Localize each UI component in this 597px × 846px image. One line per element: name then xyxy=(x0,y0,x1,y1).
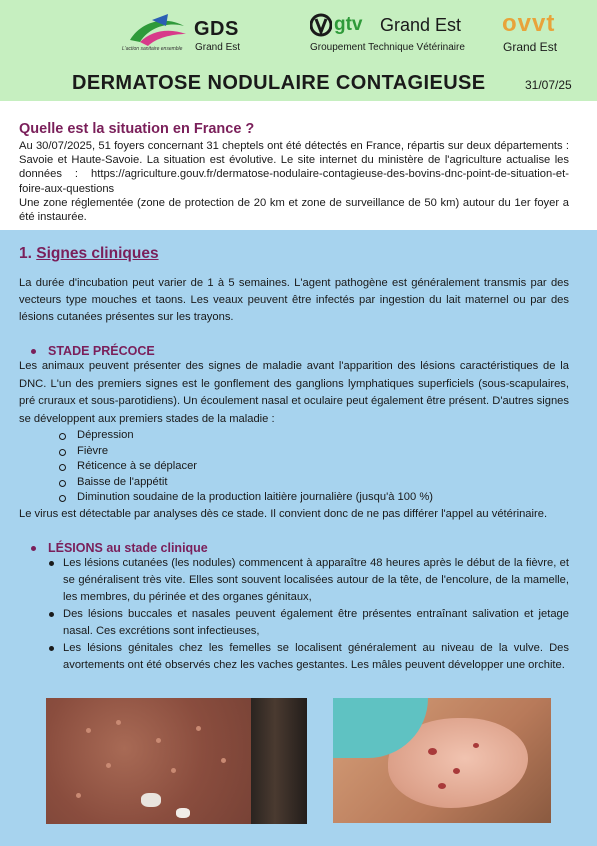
gtv-emblem-icon xyxy=(310,12,332,38)
nodule-mark xyxy=(106,763,111,768)
gds-tagline: L'action sanitaire ensemble xyxy=(122,46,183,52)
lesions-list xyxy=(49,555,569,674)
nodule-mark xyxy=(86,728,91,733)
early-signs-list xyxy=(59,428,569,506)
gds-region: Grand Est xyxy=(195,42,241,53)
white-patch xyxy=(141,793,161,807)
list-item: Réticence à se déplacer xyxy=(59,459,569,475)
teat-lesions-photo xyxy=(333,698,551,823)
white-patch xyxy=(176,808,190,818)
ovvt-logo xyxy=(500,10,580,58)
list-item: Les lésions génitales chez les femelles se localisent généralement au niveau de la vulve. Des avortements ont été observés chez les vaches gestantes. Les mâles peuvent développer une orchite. xyxy=(49,640,569,674)
nodule-mark xyxy=(221,758,226,763)
lesion-mark xyxy=(428,748,437,755)
clinical-lesions-label: LÉSIONS au stade clinique xyxy=(48,541,208,555)
collar xyxy=(251,698,307,824)
france-heading: Quelle est la situation en France ? xyxy=(19,121,255,137)
header xyxy=(0,0,597,101)
ovvt-region: Grand Est xyxy=(503,40,558,54)
early-stage-conclusion: Le virus est détectable par analyses dès ce stade. Il convient donc de ne pas différer l'appel au vétérinaire. xyxy=(19,507,548,520)
bullet-icon xyxy=(31,349,36,354)
bullet-icon xyxy=(31,546,36,551)
gds-name: GDS xyxy=(194,18,239,40)
nodule-mark xyxy=(171,768,176,773)
list-item: Diminution soudaine de la production laitière journalière (jusqu'à 100 %) xyxy=(59,490,569,506)
section-title xyxy=(19,245,569,263)
gtv-subtitle: Groupement Technique Vétérinaire xyxy=(310,42,465,53)
section-number: 1. xyxy=(19,245,32,262)
lesion-mark xyxy=(438,783,446,789)
gtv-region: Grand Est xyxy=(380,15,462,35)
gds-swirl-icon xyxy=(122,12,192,50)
list-item: Les lésions cutanées (les nodules) commencent à apparaître 48 heures après le début de la fièvre, et se généralisent très vite. Elles sont souvent localisées autour de la tête, de l'encolure, de la mamelle, les membres, du périnée et des organes génitaux, xyxy=(49,555,569,606)
france-paragraph-2: Une zone réglementée (zone de protection de 20 km et zone de surveillance de 50 km) autour du 1er foyer a été instaurée. xyxy=(19,196,569,224)
lesion-mark xyxy=(453,768,460,774)
nodule-mark xyxy=(116,720,121,725)
early-stage-paragraph: Les animaux peuvent présenter des signes de maladie avant l'apparition des lésions caractéristiques de la DNC. L'un des premiers signes est le gonflement des ganglions lymphatiques superficiels (sous-scapulaires, pré cruraux et sous-parotidiens). Un écoulement nasal et oculaire peut également être présent. D'autres signes se développent aux premiers stades de la maladie : xyxy=(19,360,570,425)
nodule-mark xyxy=(196,726,201,731)
early-stage-heading xyxy=(31,344,569,358)
list-item: Des lésions buccales et nasales peuvent également être présentes entraînant salivation et jetage nasal. Ces excrétions sont infectieuses, xyxy=(49,606,569,640)
incubation-paragraph: La durée d'incubation peut varier de 1 à 5 semaines. L'agent pathogène est généralement transmis par des vecteurs type mouches et taons. Les veaux peuvent être infectés par ingestion du lait maternel ou par des lésions cutanées présentes sur les trayons. xyxy=(19,277,569,323)
nodule-mark xyxy=(156,738,161,743)
nodule-mark xyxy=(76,793,81,798)
list-item: Baisse de l'appétit xyxy=(59,475,569,491)
clinical-lesions-heading xyxy=(31,541,569,555)
ovvt-name: ovvt xyxy=(502,10,556,37)
early-stage-label: STADE PRÉCOCE xyxy=(48,344,155,358)
document-title: DERMATOSE NODULAIRE CONTAGIEUSE xyxy=(72,72,486,94)
document-date: 31/07/25 xyxy=(525,78,572,92)
france-situation-section xyxy=(0,101,597,230)
gtv-logo xyxy=(310,12,485,58)
gds-logo xyxy=(122,12,262,58)
gtv-name: gtv xyxy=(334,14,363,35)
france-paragraph-1: Au 30/07/2025, 51 foyers concernant 31 cheptels ont été détectés en France, répartis sur deux départements : Savoie et Haute-Savoie. La situation est évolutive. Le site internet du ministère de l'agriculture actualise les données : https://agriculture.gouv.fr/dermatose-nodulaire-contagieuse-des-bovins-dnc-point-de-situation-et-foire-aux-questions xyxy=(19,140,569,195)
section-heading: Signes cliniques xyxy=(36,245,159,262)
lesion-mark xyxy=(473,743,479,748)
list-item: Fièvre xyxy=(59,444,569,460)
list-item: Dépression xyxy=(59,428,569,444)
cow-skin-nodules-photo xyxy=(46,698,307,824)
